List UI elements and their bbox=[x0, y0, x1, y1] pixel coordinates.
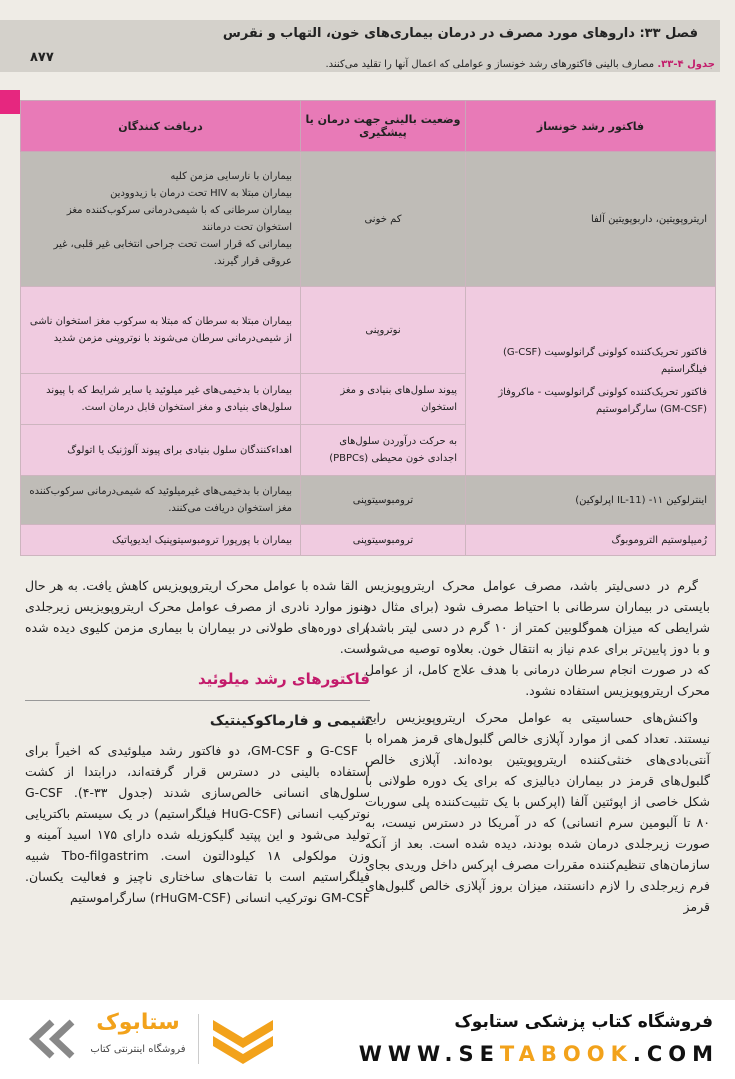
store-url[interactable] bbox=[359, 1042, 719, 1066]
cell-recipients: بیماران با بدخیمی‌های غیر میلوئید یا سایر شرایط که با پیوند سلول‌های بنیادی و مغز استخوان قابل درمان است. bbox=[21, 374, 301, 425]
cell-condition: به حرکت درآوردن سلول‌های اجدادی خون محیطی (PBPCs) bbox=[301, 425, 466, 476]
header-recipients: دریافت کنندگان bbox=[21, 101, 301, 152]
growth-factor-table bbox=[20, 100, 716, 556]
store-banner bbox=[0, 1000, 735, 1079]
cell-recipients: بیماران با بدخیمی‌های غیرمیلوئید که شیمی‌درمانی سرکوب‌کننده مغز استخوان دریافت می‌کنند. bbox=[21, 476, 301, 525]
table-caption bbox=[255, 58, 715, 72]
cell-factor: اریتروپویتین، داربوپویتین آلفا bbox=[466, 152, 716, 287]
cell-condition: نوتروپنی bbox=[301, 287, 466, 374]
logo-subtitle: فروشگاه اینترنتی کتاب bbox=[90, 1044, 186, 1055]
header-factor: فاکتور رشد خونساز bbox=[466, 101, 716, 152]
chapter-tab-marker bbox=[0, 90, 20, 114]
cell-recipients: اهداءکنندگان سلول بنیادی برای پیوند آلوژنیک یا اتولوگ bbox=[21, 425, 301, 476]
chapter-title: فصل ۳۳: داروهای مورد مصرف در درمان بیماری‌های خون، التهاب و نقرس bbox=[222, 26, 698, 41]
table-row bbox=[21, 525, 716, 556]
cell-recipients: بیماران با پورپورا ترومبوسیتوپنیک ایدیوپاتیک bbox=[21, 525, 301, 556]
factor-gcsf: فاکتور تحریک‌کننده کولونی گرانولوسیت (G-CSF) فیلگراستیم bbox=[502, 347, 707, 375]
cell-condition: کم خونی bbox=[301, 152, 466, 287]
paragraph: القا شده با عوامل محرک اریتروپویزیس کاهش یافت. به هر حال هنوز موارد نادری از مصرف عوامل محرک اریتروپویزیس زیرجلدی برای دوره‌های طولانی در بیماران با بیماری مزمن کلیوی دیده شده است. bbox=[25, 578, 370, 656]
store-name: فروشگاه کتاب پزشکی ستابوک bbox=[454, 1012, 713, 1032]
header-condition: وضعیت بالینی جهت درمان یا پیشگیری bbox=[301, 101, 466, 152]
cell-factor: اینترلوکین ۱۱- (IL-11 اپرلوکین) bbox=[466, 476, 716, 525]
table-row bbox=[21, 152, 716, 287]
cell-factor bbox=[466, 287, 716, 476]
factor-gmcsf: فاکتور تحریک‌کننده کولونی گرانولوسیت - ماکروفاژ (GM-CSF) سارگراموستیم bbox=[498, 387, 707, 415]
logo-separator bbox=[198, 1014, 199, 1064]
cell-condition: پیوند سلول‌های بنیادی و مغز استخوان bbox=[301, 374, 466, 425]
paragraph: G-CSF و GM-CSF، دو فاکتور رشد میلوئیدی که اخیراً برای استفاده بالینی در دسترس قرار گرفته‌اند، درابتدا از کشت سلول‌های انسانی خالص‌سازی شدند (جدول ۳۳-۴). G-CSF نوترکیب انسانی (HuG-CSF فیلگراستیم) در یک سیستم باکتریایی تولید می‌شود و این پپتید گلیکوزیله شده دارای ۱۷۵ اسید آمینه و وزن مولکولی ۱۸ کیلودالتون است. Tbo-filgastrim شبیه فیلگراستیم است با تفات‌های ساختاری ناچیز و فعالیت یکسان. GM-CSF نوترکیب انسانی (rHuGM-CSF) سارگراموستیم bbox=[25, 743, 370, 905]
table-caption-tag: جدول ۴-۳۳. bbox=[657, 59, 715, 70]
double-chevron-left-icon bbox=[22, 1014, 82, 1064]
recipient-item: بیماران مبتلا به HIV تحت درمان با زیدوودین bbox=[110, 188, 292, 199]
url-pre: WWW.SE bbox=[358, 1042, 500, 1066]
recipient-item: بیمارانی که قرار است تحت جراحی انتخابی غیر قلبی، غیر عروقی قرار گیرند. bbox=[53, 239, 292, 267]
cell-recipients bbox=[21, 152, 301, 287]
chevron-logo-icon bbox=[208, 1014, 278, 1066]
logo-text: ستابوک bbox=[96, 1010, 180, 1035]
divider bbox=[25, 700, 370, 701]
table-header-row bbox=[21, 101, 716, 152]
paragraph: واکنش‌های حساسیتی به عوامل محرک اریتروپویزیس رایج نیستند. تعداد کمی از موارد آپلازی خالص گلبول‌های قرمز همراه با آنتی‌بادی‌های خنثی‌کننده اریتروپویتین بوده‌اند. آپلازی خالص گلبول‌های قرمز در بیماران دیالیزی که برای یک دوره طولانی با شکل خاصی از اپوئتین آلفا (اپرکس با یک تثبیت‌کننده پلی سوربات ۸۰ تا آلبومین سرم انسانی) که در آمریکا در دسترس نیست، به صورت زیرجلدی درمان شده بودند، دیده شده است. بعد از آنکه سازمان‌های تنظیم‌کننده مقررات مصرف اپرکس داخل وریدی بجای فرم زیرجلدی را لازم دانستند، میزان بروز آپلازی خالص گلبول‌های قرمز bbox=[365, 710, 710, 914]
table-row bbox=[21, 287, 716, 374]
recipient-item: بیماران با نارسایی مزمن کلیه bbox=[170, 171, 292, 182]
cell-condition: ترومبوسیتوپنی bbox=[301, 525, 466, 556]
url-post: .COM bbox=[632, 1042, 719, 1066]
recipient-item: بیماران سرطانی که با شیمی‌درمانی سرکوب‌کننده مغز استخوان تحت درمانند bbox=[66, 205, 292, 233]
right-column bbox=[365, 575, 710, 923]
cell-condition: ترومبوسیتوپنی bbox=[301, 476, 466, 525]
section-title: فاکتورهای رشد میلوئید bbox=[198, 670, 370, 688]
left-column bbox=[25, 575, 370, 914]
table-caption-text: مصارف بالینی فاکتورهای رشد خونساز و عواملی که اعمال آنها را تقلید می‌کنند. bbox=[325, 59, 655, 70]
cell-factor: رُمیپلوستیم التروموبوگ bbox=[466, 525, 716, 556]
page-number: ۸۷۷ bbox=[30, 50, 54, 65]
table-row bbox=[21, 476, 716, 525]
subsection-title: شیمی و فارماکوکینتیک bbox=[209, 713, 370, 729]
paragraph: گرم در دسی‌لیتر باشد، مصرف عوامل محرک اریتروپویزیس بایستی در بیماران سرطانی با احتیاط مصرف شود (برای مثال در شرایطی که میزان هموگلوبین کمتر از ۱۰ گرم در دسی لیتر باشد) و با دوز پایین‌تر برای عدم نیاز به انتقال خون. بعلاوه توصیه می‌شود که در صورت انجام سرطان درمانی با هدف علاج کامل، از عوامل محرک اریتروپویزیس استفاده نشود. bbox=[365, 578, 711, 698]
cell-recipients: بیماران مبتلا به سرطان که مبتلا به سرکوب مغز استخوان ناشی از شیمی‌درمانی سرطان می‌شوند با نوتروپنی مزمن شدید bbox=[21, 287, 301, 374]
url-accent: TABOOK bbox=[499, 1042, 633, 1066]
